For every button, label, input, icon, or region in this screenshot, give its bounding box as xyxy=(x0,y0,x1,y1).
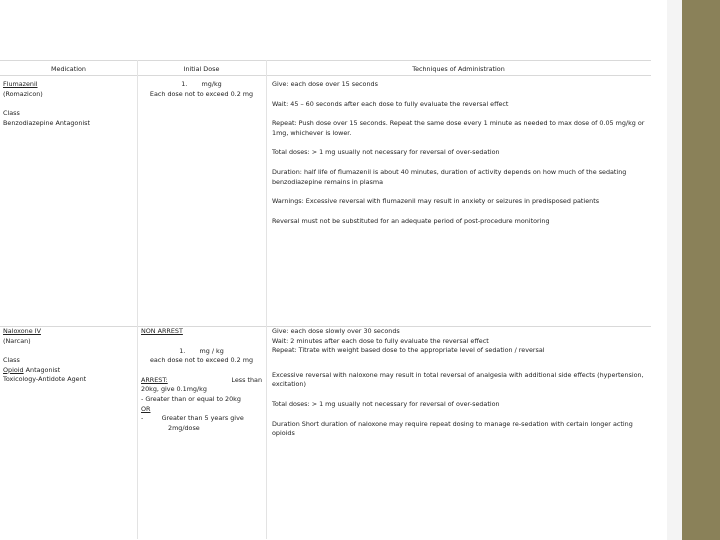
technique-reversal-note: Reversal must not be substituted for an adequate period of post-procedure monitoring xyxy=(272,216,550,225)
class-value: Benzodiazepine Antagonist xyxy=(3,118,90,127)
row1-dose-cell xyxy=(139,80,264,99)
row2-dose-cell xyxy=(141,327,262,433)
medication-name: Flumazenil xyxy=(3,80,38,88)
class-label: Class xyxy=(3,109,20,118)
spacer xyxy=(272,356,646,371)
class-value xyxy=(3,366,135,376)
technique-repeat: Repeat: Push dose over 15 seconds. Repeat the same dose every 1 minute as needed to max dose of 0.05 mg/kg or 1mg, whichever is lower. xyxy=(272,119,645,137)
arrest-age: - Greater than 5 years give xyxy=(141,414,244,423)
or-label: OR xyxy=(141,404,151,413)
medication-name: Naloxone IV xyxy=(3,327,41,335)
spacer xyxy=(141,337,262,347)
dose-limit: each dose not to exceed 0.2 mg xyxy=(149,356,254,365)
spacer xyxy=(272,90,646,100)
row1-techniques-cell xyxy=(272,80,646,226)
row2-medication-cell xyxy=(3,327,135,385)
spacer xyxy=(272,138,646,148)
spacer xyxy=(141,366,262,376)
column-divider-2 xyxy=(266,60,267,539)
technique-give: Give: each dose slowly over 30 seconds xyxy=(272,327,400,335)
medication-brand: (Romazicon) xyxy=(3,89,43,98)
arrest-age-dose: 2mg/dose xyxy=(168,423,200,432)
technique-duration: Duration Short duration of naloxone may require repeat dosing to manage re-sedation with certain longer acting opioids xyxy=(272,419,633,438)
header-medication: Medication xyxy=(51,65,86,73)
spacer xyxy=(272,109,646,119)
spacer xyxy=(3,99,135,109)
medication-brand: (Narcan) xyxy=(3,336,31,345)
header-initial-dose: Initial Dose xyxy=(183,65,220,73)
class-value-opioid: Opioid xyxy=(3,365,24,374)
technique-repeat: Repeat: Titrate with weight based dose to the appropriate level of sedation / reversal xyxy=(272,346,545,355)
right-accent-band xyxy=(682,0,720,540)
technique-total-doses: Total doses: > 1 mg usually not necessary for reversal of over-sedation xyxy=(272,148,500,157)
non-arrest-label: NON ARREST xyxy=(141,327,183,335)
technique-wait: Wait: 2 minutes after each dose to fully evaluate the reversal effect xyxy=(272,336,489,345)
spacer xyxy=(272,158,646,168)
arrest-dose: 20kg, give 0.1mg/kg xyxy=(141,385,207,394)
arrest-line xyxy=(141,376,262,386)
technique-give: Give: each dose over 15 seconds xyxy=(272,80,378,88)
arrest-less-than: Less than xyxy=(231,375,262,384)
dose-line: 1. mg/kg xyxy=(181,80,222,88)
dose-limit: Each dose not to exceed 0.2 mg xyxy=(149,89,254,98)
arrest-label: ARREST: xyxy=(141,375,168,384)
dose-line: 1. mg / kg xyxy=(179,346,224,355)
header-row-border xyxy=(0,75,651,76)
spacer xyxy=(272,410,646,420)
header-techniques: Techniques of Administration xyxy=(412,65,505,73)
spacer xyxy=(272,207,646,217)
technique-excessive: Excessive reversal with naloxone may result in total reversal of analgesia with additional side effects (hypertension, excitation) xyxy=(272,370,644,389)
class-label: Class xyxy=(3,356,20,365)
medication-table xyxy=(0,60,651,539)
technique-total-doses: Total doses: > 1 mg usually not necessary for reversal of over-sedation xyxy=(272,399,500,408)
spacer xyxy=(272,390,646,400)
spacer xyxy=(3,346,135,356)
row1-medication-cell xyxy=(3,80,135,128)
row2-techniques-cell xyxy=(272,327,646,439)
class-value-secondary: Toxicology-Antidote Agent xyxy=(3,375,87,384)
spacer xyxy=(272,187,646,197)
column-divider-1 xyxy=(137,60,138,539)
technique-wait: Wait: 45 – 60 seconds after each dose to fully evaluate the reversal effect xyxy=(272,99,509,108)
technique-duration: Duration: half life of flumazenil is about 40 minutes, duration of activity depends on how much of the sedating benzodiazepine remains in plasma xyxy=(272,167,627,186)
arrest-weight: - Greater than or equal to 20kg xyxy=(141,394,241,403)
table-top-border xyxy=(0,60,651,61)
technique-warnings: Warnings: Excessive reversal with flumazenil may result in anxiety or seizures in predisposed patients xyxy=(272,197,600,206)
class-value-rest: Antagonist xyxy=(23,365,61,374)
